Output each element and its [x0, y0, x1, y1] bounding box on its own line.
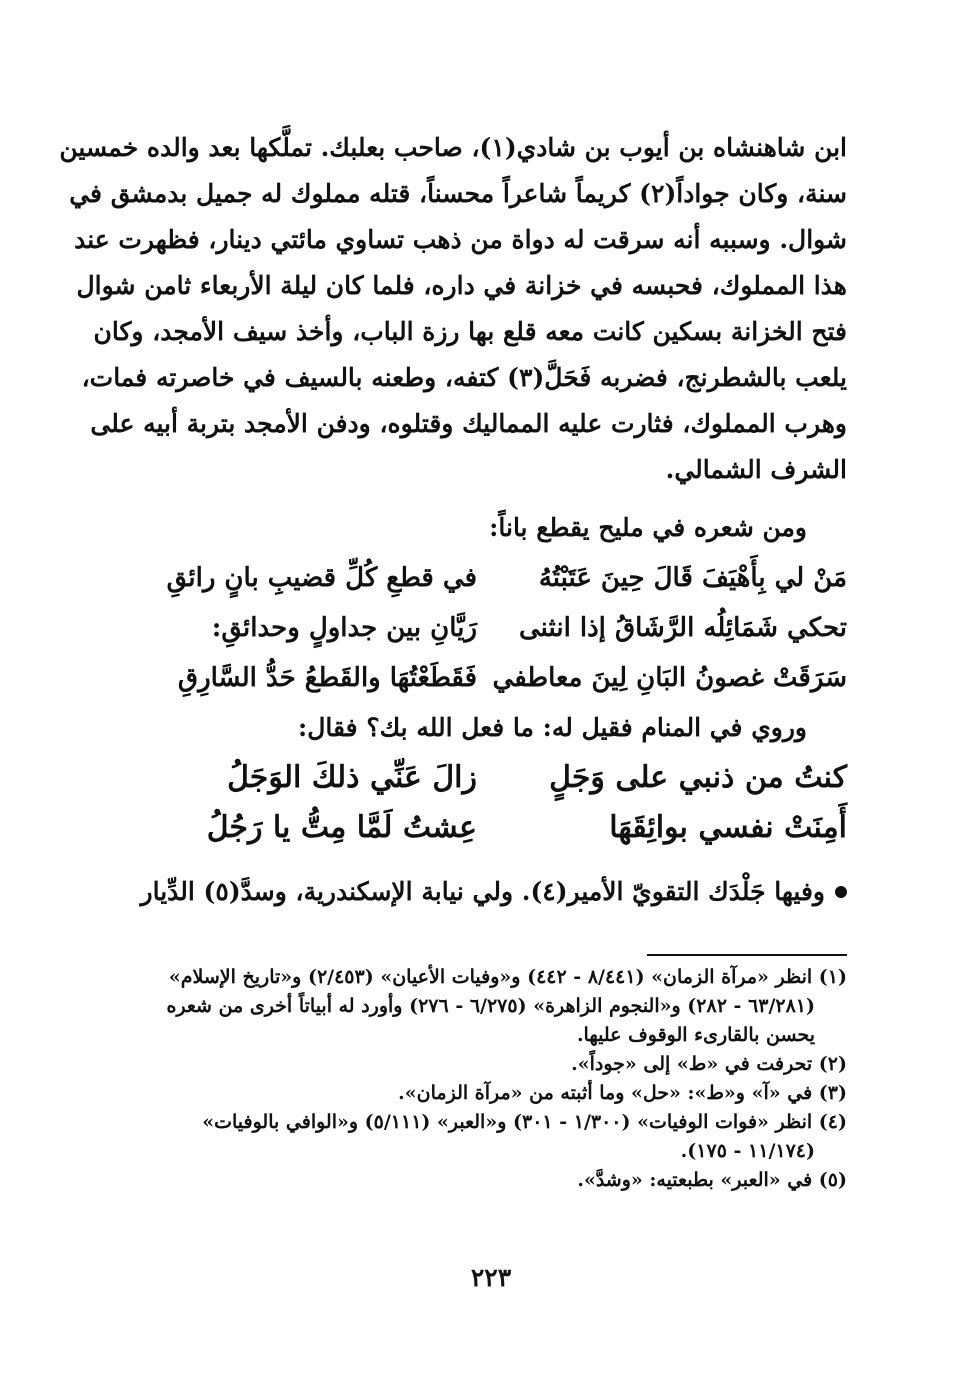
verse-row [135, 803, 847, 853]
body-line: الشرف الشمالي. [665, 455, 847, 484]
news-text: وفيها جَلْدَك التقويّ الأمير(٤). ولي نيابة الإسكندرية، وسدَّ(٥) الدِّيار [140, 877, 825, 906]
footnotes [135, 963, 847, 1195]
footnote-line: (٤) انظر «فوات الوفيات» (١/٣٠٠ - ٣٠١) و«العبر» (٥/١١١) و«الوافي بالوفيات» [202, 1111, 847, 1133]
verse-second-hemistich: زالَ عَنِّي ذلكَ الوَجَلُ [227, 760, 477, 795]
body-line: فتح الخزانة بسكين كانت معه قلع بها رزة الباب، وأخذ سيف الأمجد، وكان [93, 317, 847, 346]
body-line: هذا المملوك، فحبسه في خزانة في داره، فلما كان ليلة الأربعاء ثامن شوال [76, 271, 847, 300]
body-line: وهرب المملوك، فثارت عليه المماليك وقتلوه، ودفن الأمجد بتربة أبيه على [90, 409, 847, 438]
verse-second-hemistich: رَيَّانِ بين جداولٍ وحدائقِ: [211, 613, 477, 643]
footnote-line: (٥) في «العبر» بطبعتيه: «وشدَّ». [577, 1169, 847, 1191]
footnote-line: (٦٣/٢٨١ - ٢٨٢) و«النجوم الزاهرة» (٦/٢٧٥ - ٢٧٦) وأورد له أبياتاً أخرى من شعره [166, 995, 815, 1017]
bullet-icon [835, 886, 847, 898]
poem-intro: وروي في المنام فقيل له: ما فعل الله بك؟ فقال: [298, 713, 807, 742]
verse-second-hemistich: في قطعِ كُلِّ قضيبِ بانٍ رائقِ [166, 563, 477, 593]
footnote-line: (٢) تحرفت في «ط» إلى «جوداً». [571, 1053, 847, 1075]
body-line: يلعب بالشطرنج، فضربه فَحَلَّ(٣) كتفه، وطعنه بالسيف في خاصرته فمات، [81, 363, 847, 392]
page-content [59, 125, 847, 1325]
verse-row [135, 753, 847, 803]
verse-first-hemistich: تحكي شَمَائِلُه الرَّشَاقُ إذا انثنى [519, 613, 847, 643]
verse-second-hemistich: فَقَطَعْتُهَا والقَطعُ حَدُّ السَّارِقِ [177, 663, 477, 693]
verse-first-hemistich: مَنْ لي بِأَهْيَفَ قَالَ حِينَ عَتَبْتُهُ [538, 563, 847, 593]
verse-first-hemistich: سَرَقَتْ غصونُ البَانِ لِينَ معاطفي [492, 663, 847, 693]
footnote-line: (١) انظر «مرآة الزمان» (٨/٤٤١ - ٤٤٢) و«وفيات الأعيان» (٢/٤٥٣) و«تاريخ الإسلام» [168, 966, 847, 988]
poem-intro: ومن شعره في مليح يقطع باناً: [489, 513, 807, 542]
footnote-line: (١١/١٧٤ - ١٧٥). [680, 1140, 815, 1162]
page-number: ٢٢٣ [470, 1263, 512, 1292]
poem-block [135, 553, 847, 703]
poem-block [135, 753, 847, 853]
verse-second-hemistich: عِشتُ لَمَّا مِتُّ يا رَجُلُ [206, 810, 477, 845]
body-line: ابن شاهنشاه بن أيوب بن شادي(١)، صاحب بعلبك. تملَّكها بعد والده خمسين [59, 133, 847, 162]
body-paragraph [59, 125, 847, 493]
verse-row [135, 653, 847, 703]
footnote-line: يحسن بالقارىء الوقوف عليها. [576, 1024, 815, 1046]
news-entry [135, 865, 847, 919]
verse-row [135, 553, 847, 603]
body-line: سنة، وكان جواداً(٢) كريماً شاعراً محسناً، قتله مملوك له جميل بدمشق في [69, 179, 847, 208]
footnote-line: (٣) في «آ» و«ط»: «حل» وما أثبته من «مرآة الزمان». [398, 1082, 847, 1104]
verse-first-hemistich: أَمِنَتْ نفسي بوائِقَهَا [609, 810, 847, 845]
body-line: شوال. وسببه أنه سرقت له دواة من ذهب تساوي مائتي دينار، فظهرت عند [74, 225, 847, 254]
verse-first-hemistich: كنتُ من ذنبي على وَجَلٍ [549, 760, 847, 795]
verse-row [135, 603, 847, 653]
footnote-divider [647, 954, 847, 956]
